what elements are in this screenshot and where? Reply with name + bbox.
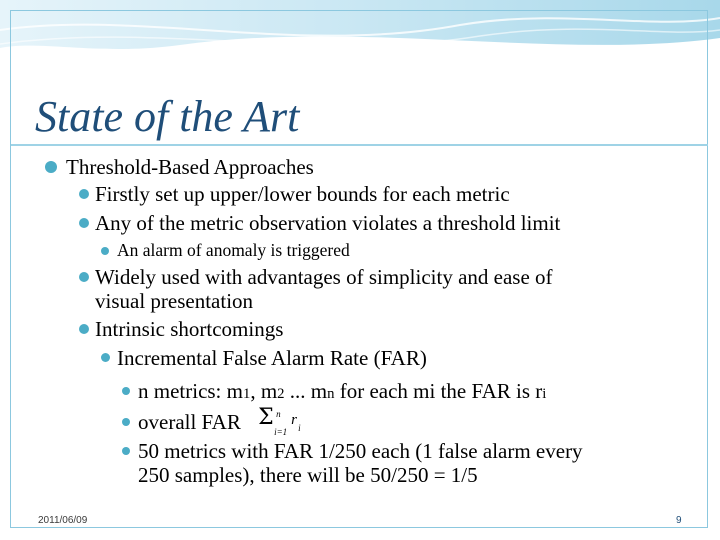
bullet-widely-used-line1: Widely used with advantages of simplicity and ease of [95,265,553,289]
bullet-alarm-triggered: An alarm of anomaly is triggered [117,240,350,260]
footer-date: 2011/06/09 [38,515,88,526]
bullet-dot-icon [79,324,89,334]
bullet-incremental-far: Incremental False Alarm Rate (FAR) [117,346,427,370]
subscript: i [542,386,547,402]
sum-formula [246,405,336,437]
bullet-fifty-metrics-line2: 250 samples), there will be 50/250 = 1/5 [138,463,478,487]
n-metrics-text: n metrics: m [138,379,243,403]
title-divider [11,144,708,146]
subscript: n [327,386,335,402]
sum-upper-limit: n [276,409,281,419]
bullet-dot-icon [122,387,130,395]
subscript: 2 [277,386,285,402]
bullet-dot-icon [79,189,89,199]
bullet-fifty-metrics-line1: 50 metrics with FAR 1/250 each (1 false alarm every [138,439,583,463]
bullet-dot-icon [101,247,109,255]
bullet-dot-icon [45,161,57,173]
bullet-dot-icon [122,418,130,426]
page-number: 9 [676,515,682,526]
n-metrics-text: , m [250,379,278,403]
bullet-dot-icon [122,447,130,455]
sum-term: r [291,412,297,428]
subscript: 1 [242,386,251,402]
bullet-violates-threshold: Any of the metric observation violates a threshold limit [95,211,561,235]
n-metrics-text: ... m [284,379,328,403]
bullet-n-metrics [138,379,546,406]
bullet-set-bounds: Firstly set up upper/lower bounds for each metric [95,182,510,206]
bullet-threshold-approaches: Threshold-Based Approaches [66,155,314,179]
bullet-dot-icon [79,218,89,228]
sum-term-subscript: i [298,423,301,433]
bullet-widely-used-line2: visual presentation [95,289,254,313]
slide-title: State of the Art [35,92,300,141]
bullet-intrinsic-shortcomings: Intrinsic shortcomings [95,317,284,341]
bullet-dot-icon [79,272,89,282]
sigma-symbol: Σ [258,405,274,430]
overall-far-label: overall FAR [138,410,241,434]
n-metrics-text: for each mi the FAR is r [334,379,543,403]
sum-lower-limit: i=1 [274,427,288,437]
bullet-overall-far [138,405,336,437]
bullet-dot-icon [101,353,110,362]
